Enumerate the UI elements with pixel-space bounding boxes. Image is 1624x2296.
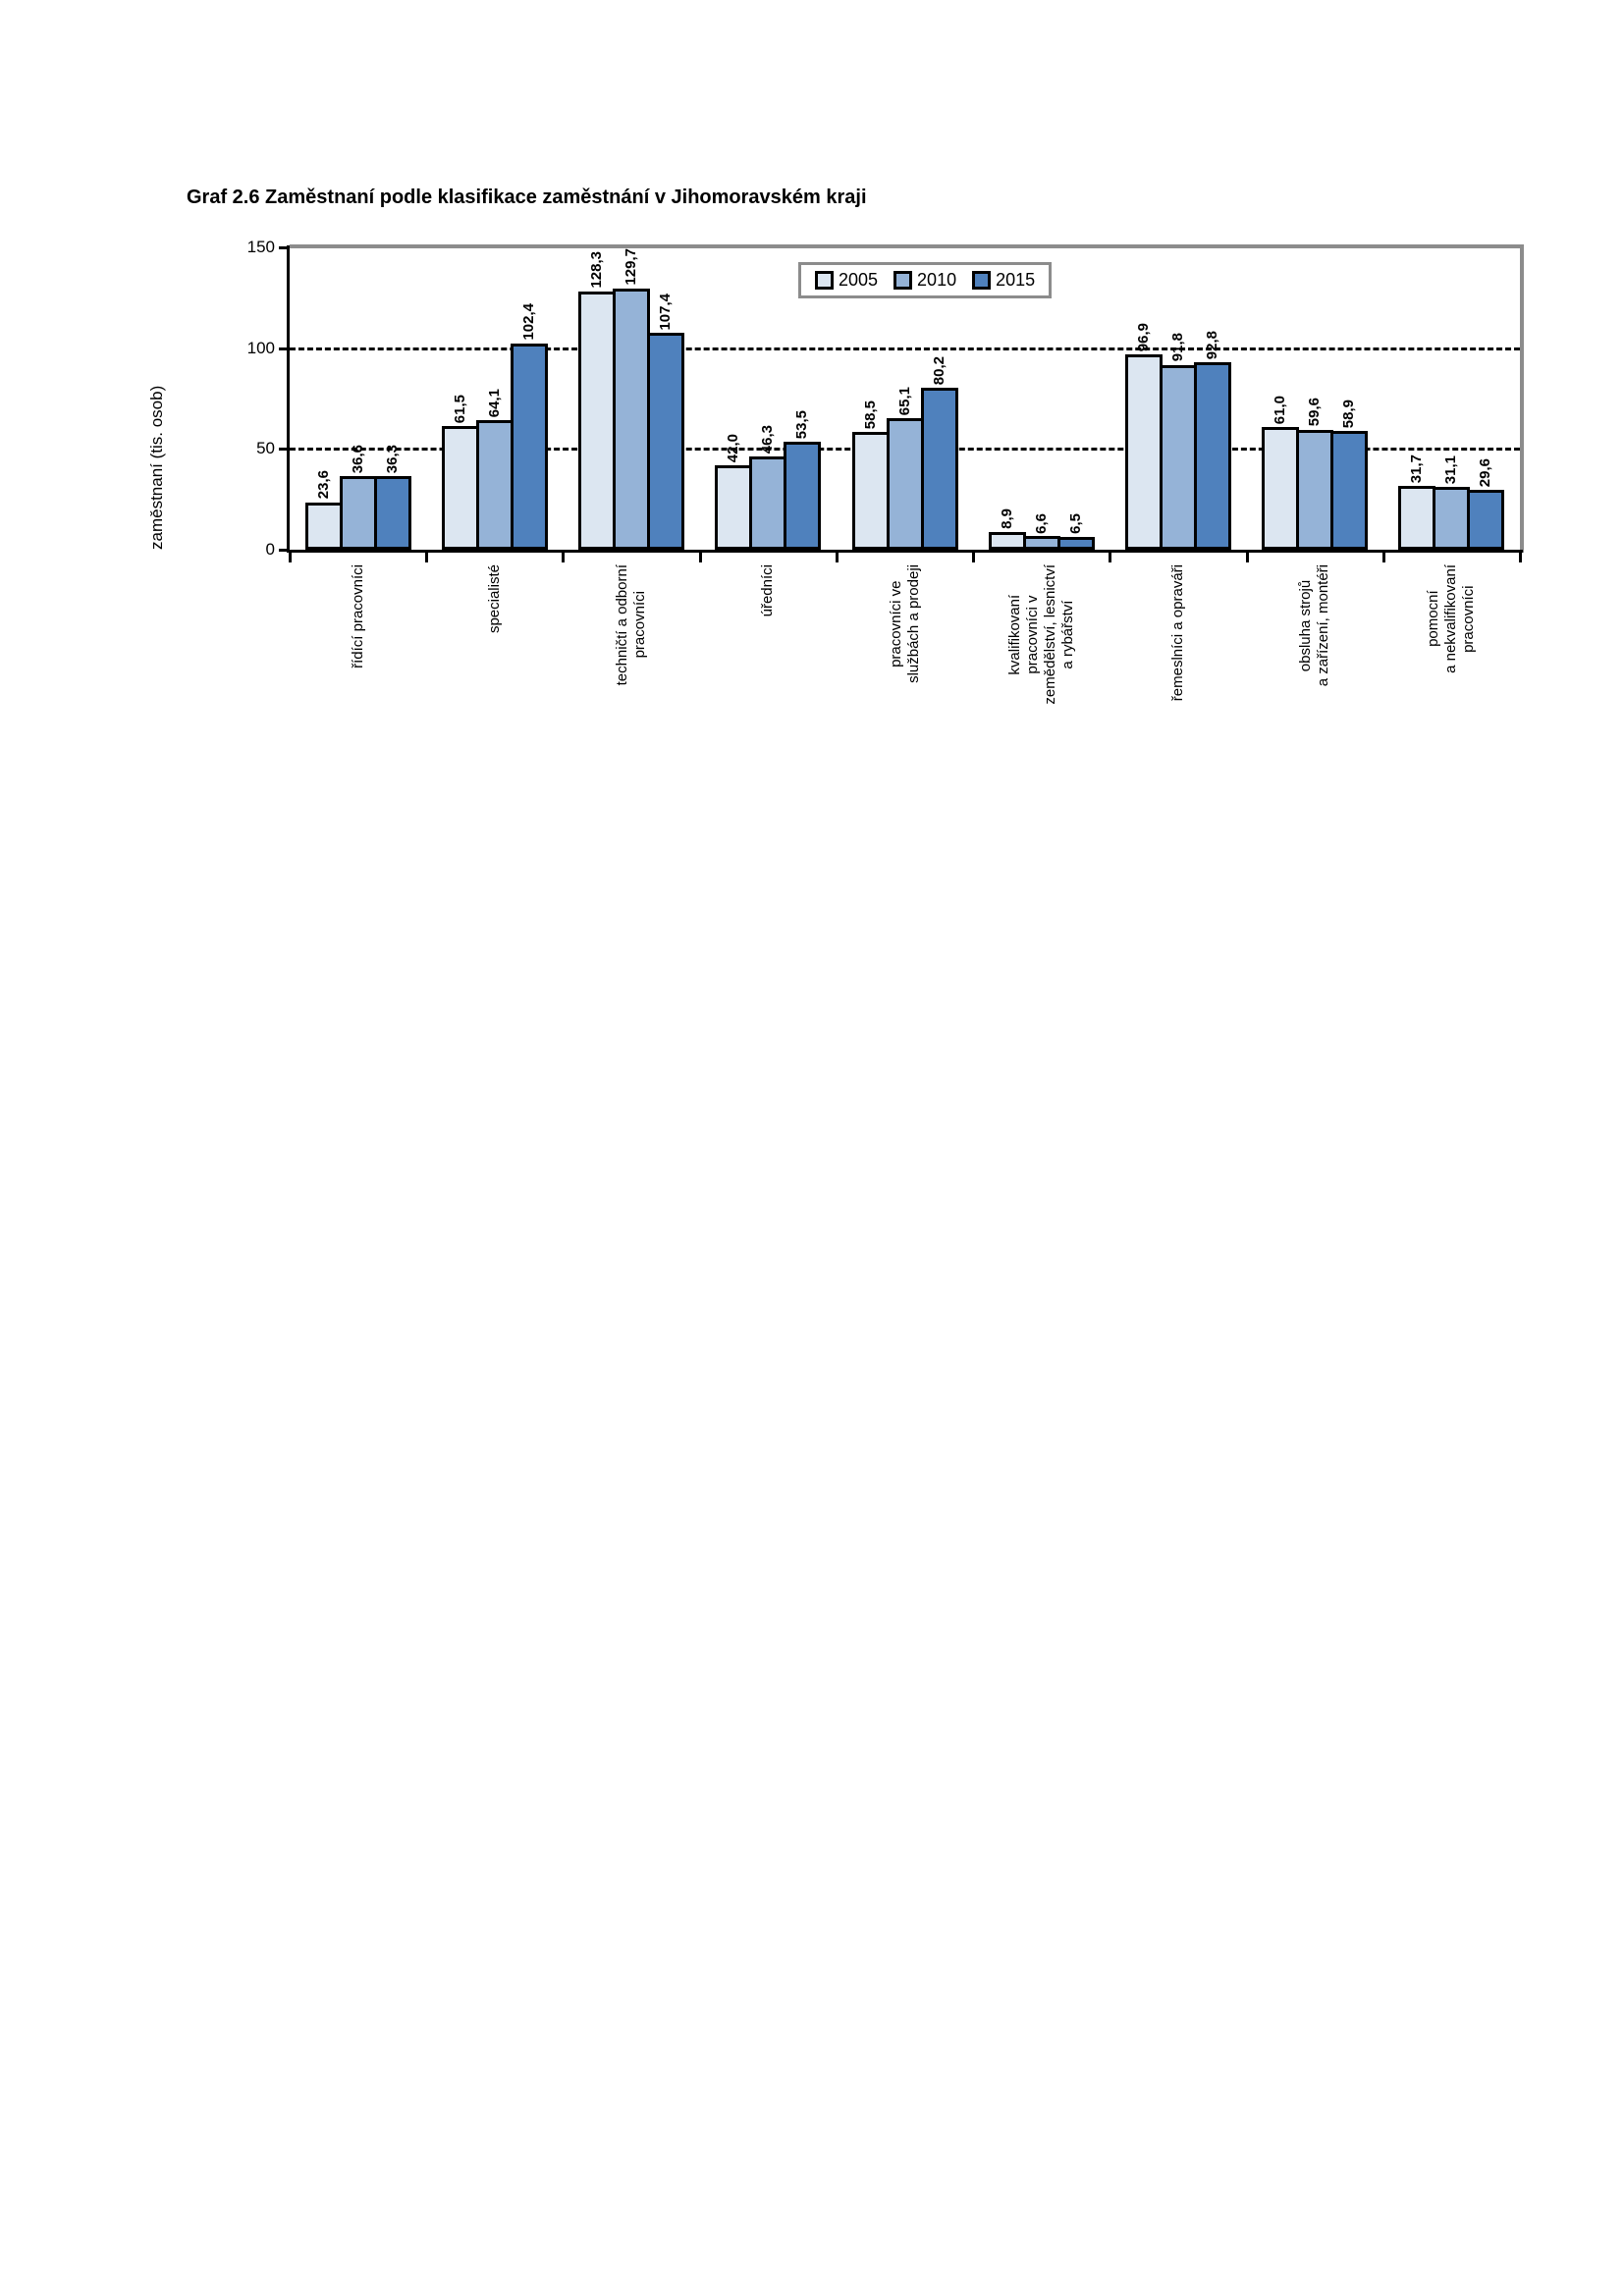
bar-2005: [442, 426, 479, 550]
y-axis-title: zaměstnaní (tis. osob): [147, 385, 166, 550]
legend-swatch-2015: [972, 271, 991, 290]
category-label-line: a rybářství: [1058, 600, 1076, 669]
plot-right-border: [1520, 244, 1524, 553]
y-tick-label-50: 50: [256, 439, 275, 458]
bar-value-label-2010: 46,3: [759, 424, 777, 454]
legend: [798, 262, 1052, 298]
bar-2005: [715, 465, 752, 550]
bar-value-label-2015: 92,8: [1203, 331, 1220, 360]
bar-value-label-2010: 65,1: [895, 387, 913, 416]
bar-value-label-2010: 59,6: [1306, 398, 1324, 427]
bar-value-label-2005: 8,9: [998, 507, 1015, 529]
bar-2010: [1433, 487, 1470, 550]
category-label-line: řídící pracovníci: [349, 564, 366, 668]
bar-2010: [1296, 430, 1333, 550]
category-label: [1169, 564, 1187, 701]
gridline-100: [290, 347, 1520, 350]
bar-value-label-2015: 107,4: [657, 293, 675, 331]
category-label: [614, 564, 649, 685]
category-label: [486, 564, 504, 633]
bar-2015: [1467, 490, 1504, 550]
category-label-line: pomocní: [1425, 590, 1442, 648]
bar-2015: [921, 388, 958, 550]
bar-2015: [647, 333, 684, 550]
legend-item-2015: [972, 270, 1035, 291]
legend-item-2010: [893, 270, 956, 291]
category-label-line: techničtí a odborní: [614, 564, 631, 686]
bar-value-label-2005: 96,9: [1134, 322, 1152, 352]
bar-value-label-2010: 31,1: [1442, 454, 1460, 485]
bar-value-label-2015: 36,3: [383, 445, 401, 474]
x-category-labels: [290, 564, 1520, 761]
bar-2015: [1194, 362, 1231, 550]
y-tick-label-150: 150: [246, 238, 275, 256]
category-label: [759, 564, 777, 616]
bar-2005: [1398, 486, 1435, 550]
bar-2005: [305, 503, 343, 550]
bar-2005: [578, 292, 616, 550]
bar-value-label-2010: 6,6: [1032, 512, 1050, 534]
bar-value-label-2005: 58,5: [861, 400, 879, 429]
bar-value-label-2015: 80,2: [930, 356, 947, 386]
bar-value-label-2015: 58,9: [1340, 399, 1358, 429]
category-label-line: službách a prodeji: [904, 564, 922, 683]
y-tick-mark-100: [279, 347, 289, 350]
bar-2010: [613, 289, 650, 550]
legend-swatch-2010: [893, 271, 912, 290]
category-label-line: úředníci: [759, 564, 777, 617]
bar-2010: [340, 476, 377, 550]
bar-2010: [1023, 536, 1060, 550]
category-label-line: pracovníci: [1460, 585, 1478, 653]
bar-value-label-2010: 64,1: [485, 389, 503, 418]
bar-value-label-2005: 42,0: [725, 433, 742, 462]
bar-value-label-2015: 102,4: [519, 303, 537, 341]
category-label: [1006, 564, 1077, 705]
bar-value-label-2010: 91,8: [1168, 333, 1186, 362]
bar-2015: [511, 344, 548, 550]
category-label: [1297, 564, 1332, 686]
category-label-line: pracovníci v: [1023, 595, 1041, 674]
legend-swatch-2005: [815, 271, 834, 290]
bar-value-label-2015: 53,5: [793, 409, 811, 440]
category-label: [888, 564, 923, 683]
bar-value-label-2015: 6,5: [1066, 512, 1084, 534]
y-tick-mark-50: [279, 448, 289, 451]
bar-2005: [1125, 354, 1163, 550]
y-tick-mark-0: [279, 549, 289, 552]
bar-2005: [1262, 427, 1299, 550]
bar-value-label-2015: 29,6: [1477, 458, 1494, 488]
bar-2015: [1330, 431, 1368, 550]
category-label-line: a zařízení, montéři: [1315, 564, 1332, 687]
category-label: [350, 564, 367, 668]
bar-2015: [1057, 537, 1095, 550]
category-label-line: pracovníci ve: [887, 580, 904, 667]
bar-2010: [887, 418, 924, 550]
category-label-line: obsluha strojů: [1297, 579, 1315, 671]
bar-2005: [989, 532, 1026, 550]
category-label-line: zemědělství, lesnictví: [1041, 564, 1058, 705]
y-tick-label-100: 100: [246, 338, 275, 357]
legend-label-2010: 2010: [917, 270, 957, 290]
bar-value-label-2005: 23,6: [314, 470, 332, 500]
category-label-line: pracovníci: [631, 591, 649, 659]
bar-2005: [852, 432, 890, 550]
bar-2015: [374, 476, 411, 550]
y-tick-mark-150: [279, 246, 289, 249]
x-axis-line: [287, 550, 1523, 553]
legend-label-2015: 2015: [996, 270, 1036, 290]
category-label-line: řemeslníci a opraváři: [1168, 564, 1186, 702]
bar-value-label-2005: 61,5: [451, 394, 468, 423]
category-label-line: specialisté: [485, 564, 503, 634]
bar-value-label-2010: 129,7: [623, 248, 640, 286]
y-axis-line: [287, 245, 290, 553]
chart-title: Graf 2.6 Zaměstnaní podle klasifikace zaměstnání v Jihomoravském kraji: [187, 187, 867, 208]
category-label-line: kvalifikovaní: [1005, 594, 1023, 675]
bar-2015: [784, 442, 821, 550]
legend-item-2005: [815, 270, 878, 291]
bar-2010: [1160, 365, 1197, 550]
y-tick-label-0: 0: [265, 540, 275, 559]
bar-2010: [476, 420, 514, 550]
bar-value-label-2005: 128,3: [588, 251, 606, 289]
category-label-line: a nekvalifikovaní: [1442, 564, 1460, 673]
category-label: [1425, 564, 1478, 673]
legend-label-2005: 2005: [839, 270, 879, 290]
bar-value-label-2005: 61,0: [1272, 395, 1289, 424]
bar-value-label-2005: 31,7: [1408, 454, 1426, 483]
bar-2010: [749, 456, 786, 550]
bar-value-label-2010: 36,6: [349, 444, 366, 473]
